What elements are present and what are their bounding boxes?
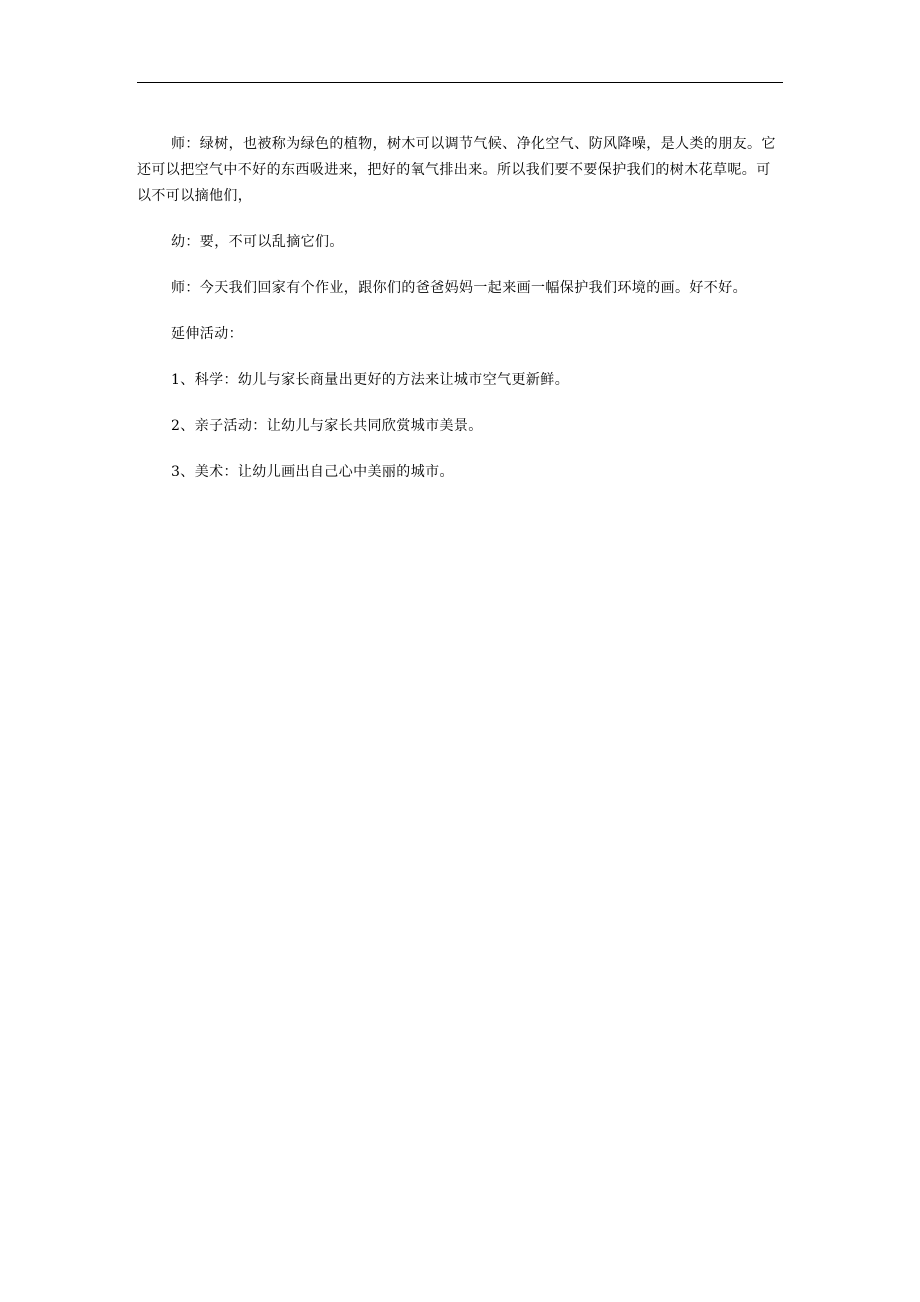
header-rule [137,82,783,83]
list-item-parent-child: 2、亲子活动：让幼儿与家长共同欣赏城市美景。 [171,418,483,434]
paragraph-child-reply: 幼：要，不可以乱摘它们。 [171,234,344,250]
document-body [137,131,783,505]
list-item-art: 3、美术：让幼儿画出自己心中美丽的城市。 [171,464,454,480]
section-heading-extension: 延伸活动： [171,326,243,342]
list-item-science: 1、科学：幼儿与家长商量出更好的方法来让城市空气更新鲜。 [171,372,570,388]
paragraph-teacher-trees: 师：绿树，也被称为绿色的植物，树木可以调节气候、净化空气、防风降噪，是人类的朋友。它还可以把空气中不好的东西吸进来，把好的氧气排出来。所以我们要不要保护我们的树木花草呢。可以不可以摘他们， [137,136,776,204]
paragraph-teacher-homework: 师：今天我们回家有个作业，跟你们的爸爸妈妈一起来画一幅保护我们环境的画。好不好。 [171,280,747,296]
